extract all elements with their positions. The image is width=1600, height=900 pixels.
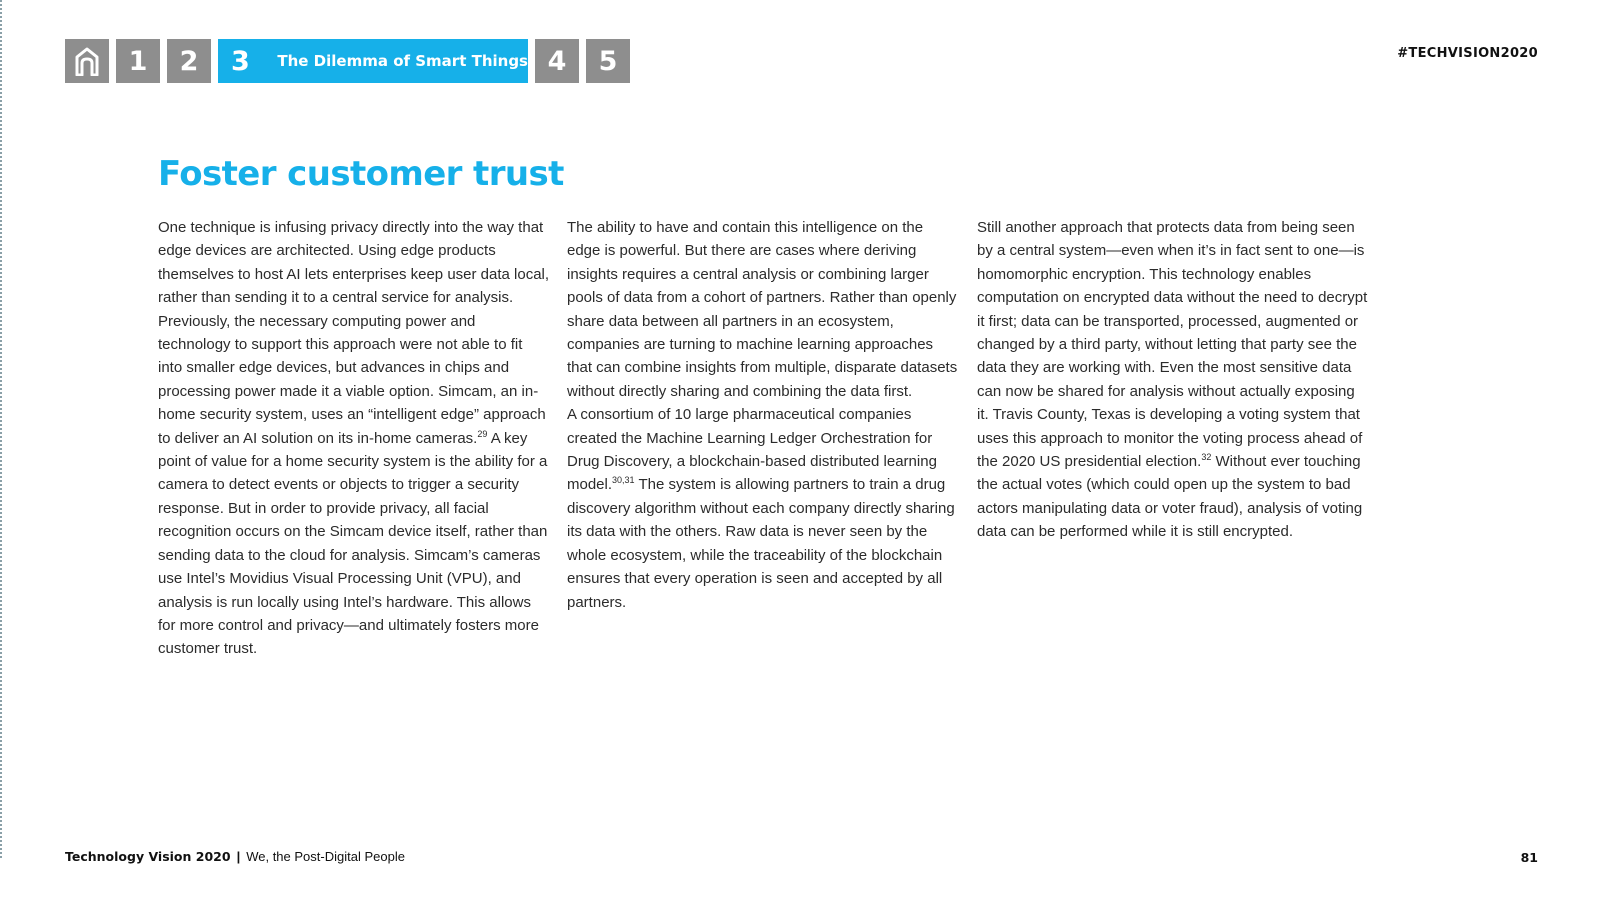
chapter-nav [65,39,630,83]
paragraph-text: A consortium of 10 large pharmaceutical companies created the Machine Learning Ledger Orchestration for Drug Discovery, a blockchain-based distributed learning model. [567,406,937,494]
paragraph [158,216,550,661]
paragraph-text: The system is allowing partners to train a drug discovery algorithm without each company directly sharing its data with the others. Raw data is never seen by the whole ecosystem, while the traceability of the blockchain ensures that every operation is seen and accepted by all partners. [567,476,955,611]
footnote-ref[interactable]: 32 [1201,452,1212,463]
home-button[interactable] [65,39,109,83]
paragraph-text: Without ever touching the actual votes (which could open up the system to bad actors manipulating data or voter fraud), analysis of voting data can be performed while it is still encrypted. [977,453,1363,541]
chapter-4-button[interactable]: 4 [535,39,579,83]
hashtag: #TECHVISION2020 [1397,46,1538,61]
footer-subtitle: We, the Post-Digital People [246,849,405,864]
home-icon [73,46,101,76]
chapter-5-button[interactable]: 5 [586,39,630,83]
footer [65,849,405,864]
chapter-2-button[interactable]: 2 [167,39,211,83]
footer-separator: | [236,849,241,864]
page-number: 81 [1520,850,1538,865]
chapter-3-number: 3 [231,45,250,77]
text-column-3 [977,216,1369,544]
chapter-3-title: The Dilemma of Smart Things [277,52,528,70]
page-edge-border [0,0,2,860]
page-title: Foster customer trust [158,154,564,194]
text-column-1 [158,216,550,661]
paragraph-text: A key point of value for a home security system is the ability for a camera to detect events or objects to trigger a security response. But in order to provide privacy, all facial recognition occurs on the Simcam device itself, rather than sending data to the cloud for analysis. Simcam’s cameras use Intel’s Movidius Visual Processing Unit (VPU), and analysis is run locally using Intel’s hardware. This allows for more control and privacy—and ultimately fosters more customer trust. [158,429,548,658]
paragraph: The ability to have and contain this intelligence on the edge is powerful. But there are cases where deriving insights requires a central analysis or combining larger pools of data from a cohort of partners. Rather than openly share data between all partners in an ecosystem, companies are turning to machine learning approaches that can combine insights from multiple, disparate datasets without directly sharing and combining the data first. [567,219,958,400]
footnote-ref[interactable]: 30,31 [612,475,635,486]
paragraph [977,216,1369,544]
chapter-1-button[interactable]: 1 [116,39,160,83]
footer-title: Technology Vision 2020 [65,849,231,864]
text-column-2 [567,216,959,614]
paragraph [567,403,959,614]
footnote-ref[interactable]: 29 [477,428,488,439]
paragraph-text: Still another approach that protects data from being seen by a central system—even when it’s in fact sent to one—is homomorphic encryption. This technology enables computation on encrypted data without the need to decrypt it first; data can be transported, processed, augmented or changed by a third party, without letting that party see the data they are working with. Even the most sensitive data can now be shared for analysis without actually exposing it. Travis County, Texas is developing a voting system that uses this approach to monitor the voting process ahead of the 2020 US presidential election. [977,219,1368,471]
paragraph-text: One technique is infusing privacy directly into the way that edge devices are architected. Using edge products themselves to host AI lets enterprises keep user data local, rather than sending it to a central service for analysis. Previously, the necessary computing power and technology to support this approach were not able to fit into smaller edge devices, but advances in chips and processing power made it a viable option. Simcam, an in-home security system, uses an “intelligent edge” approach to deliver an AI solution on its in-home cameras. [158,219,550,447]
chapter-3-active-tab[interactable] [218,39,528,83]
